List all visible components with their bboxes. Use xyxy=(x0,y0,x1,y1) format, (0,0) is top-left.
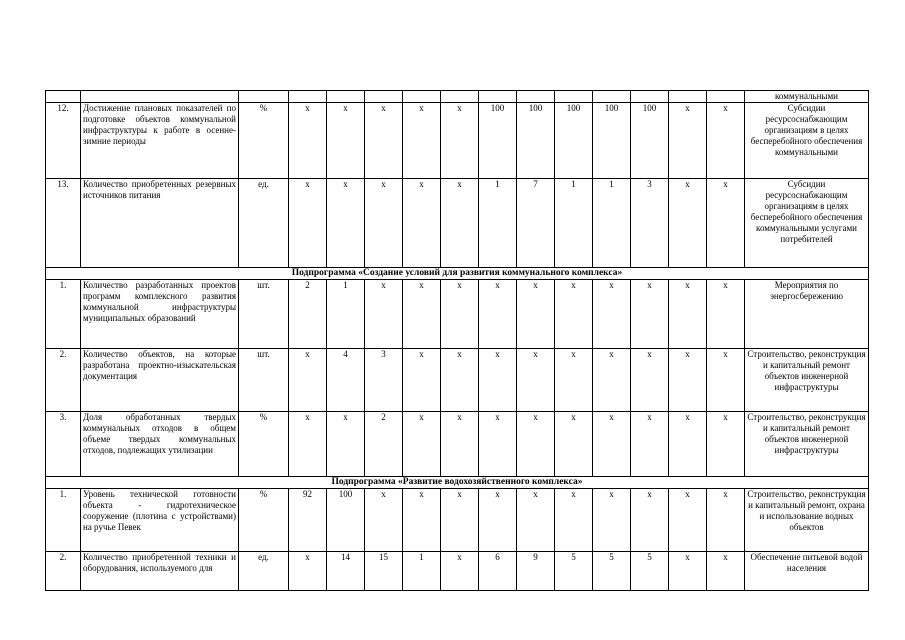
cell-value: x xyxy=(327,103,365,179)
cell-value: x xyxy=(669,179,707,268)
cell-note: Строительство, реконструкция и капитальный ремонт объектов инженерной инфраструктуры xyxy=(745,349,869,412)
cell-unit: % xyxy=(239,412,289,477)
cell-value: x xyxy=(289,103,327,179)
cell-value: x xyxy=(593,280,631,349)
cell-unit xyxy=(239,91,289,103)
cell-unit: % xyxy=(239,103,289,179)
cell-value: x xyxy=(517,489,555,552)
cell-note: Мероприятия по энергосбережению xyxy=(745,280,869,349)
cell-value: 2 xyxy=(365,412,403,477)
cell-value: x xyxy=(593,412,631,477)
cell-value: 100 xyxy=(327,489,365,552)
cell-unit: шт. xyxy=(239,349,289,412)
cell-value: x xyxy=(631,349,669,412)
cell-value: x xyxy=(669,103,707,179)
cell-value: x xyxy=(479,412,517,477)
table-row xyxy=(46,412,869,477)
cell-value: x xyxy=(517,349,555,412)
table-row xyxy=(46,349,869,412)
table-row-continuation xyxy=(46,91,869,103)
cell-value: x xyxy=(403,489,441,552)
cell-name: Доля обработанных твердых коммунальных отходов в общем объеме твердых коммунальных отходов, подлежащих утилизации xyxy=(81,412,239,477)
cell-num: 1. xyxy=(46,489,81,552)
cell-value: x xyxy=(631,412,669,477)
cell-num: 1. xyxy=(46,280,81,349)
cell-value: x xyxy=(441,412,479,477)
cell-value: x xyxy=(289,349,327,412)
cell-value: x xyxy=(669,552,707,591)
cell-name: Количество приобретенных резервных источников питания xyxy=(81,179,239,268)
cell-value: x xyxy=(441,103,479,179)
cell-value: x xyxy=(441,280,479,349)
cell-value: 1 xyxy=(555,179,593,268)
cell-name xyxy=(81,91,239,103)
cell-note: Субсидии ресурсоснабжающим организациям в целях бесперебойного обеспечения коммунальными услугами потребителей xyxy=(745,179,869,268)
cell-num: 13. xyxy=(46,179,81,268)
cell-value: x xyxy=(365,280,403,349)
cell-value: 1 xyxy=(403,552,441,591)
cell-value: x xyxy=(441,349,479,412)
cell-value: x xyxy=(555,280,593,349)
cell-value: x xyxy=(479,349,517,412)
cell-unit: ед. xyxy=(239,179,289,268)
cell-value: x xyxy=(707,179,745,268)
cell-value: x xyxy=(289,412,327,477)
indicators-table xyxy=(45,90,869,591)
cell-value: x xyxy=(707,412,745,477)
cell-value: x xyxy=(555,412,593,477)
cell-num: 12. xyxy=(46,103,81,179)
cell-num xyxy=(46,91,81,103)
cell-value: x xyxy=(289,552,327,591)
cell-value: x xyxy=(479,489,517,552)
cell-name: Уровень технической готовности объекта - гидротехническое сооружение (плотина с устройствами) на ручье Певек xyxy=(81,489,239,552)
cell-value: x xyxy=(707,552,745,591)
cell-value: 4 xyxy=(327,349,365,412)
cell-value: x xyxy=(707,280,745,349)
cell-note: коммунальными xyxy=(745,91,869,103)
cell-value: 100 xyxy=(631,103,669,179)
table-row xyxy=(46,179,869,268)
section-title: Подпрограмма «Создание условий для развития коммунального комплекса» xyxy=(46,268,869,280)
cell-value: x xyxy=(441,552,479,591)
cell-value: x xyxy=(707,103,745,179)
section-row xyxy=(46,477,869,489)
cell-value: x xyxy=(555,349,593,412)
cell-value: 100 xyxy=(555,103,593,179)
cell-value: x xyxy=(593,349,631,412)
cell-value: 6 xyxy=(479,552,517,591)
cell-value: 3 xyxy=(365,349,403,412)
cell-value: x xyxy=(441,489,479,552)
table-row xyxy=(46,489,869,552)
cell-value: 7 xyxy=(517,179,555,268)
cell-note: Строительство, реконструкция и капитальный ремонт объектов инженерной инфраструктуры xyxy=(745,412,869,477)
cell-value: 100 xyxy=(479,103,517,179)
table-row xyxy=(46,103,869,179)
cell-value: 9 xyxy=(517,552,555,591)
cell-value: x xyxy=(707,349,745,412)
cell-name: Количество объектов, на которые разработана проектно-изыскательская документация xyxy=(81,349,239,412)
cell-value: x xyxy=(327,179,365,268)
cell-value: 14 xyxy=(327,552,365,591)
cell-value: 5 xyxy=(593,552,631,591)
cell-value: 1 xyxy=(479,179,517,268)
cell-value: x xyxy=(403,179,441,268)
cell-unit: шт. xyxy=(239,280,289,349)
cell-value: x xyxy=(365,489,403,552)
cell-value: x xyxy=(517,280,555,349)
cell-value: x xyxy=(517,412,555,477)
cell-value: 1 xyxy=(327,280,365,349)
cell-note: Субсидии ресурсоснабжающим организациям в целях бесперебойного обеспечения коммунальными xyxy=(745,103,869,179)
cell-value: 92 xyxy=(289,489,327,552)
cell-value: x xyxy=(403,280,441,349)
cell-value: 5 xyxy=(555,552,593,591)
cell-value: x xyxy=(669,349,707,412)
cell-value: x xyxy=(555,489,593,552)
table-row xyxy=(46,280,869,349)
cell-value: x xyxy=(403,349,441,412)
cell-value: x xyxy=(327,412,365,477)
section-title: Подпрограмма «Развитие водохозяйственного комплекса» xyxy=(46,477,869,489)
cell-value: 100 xyxy=(517,103,555,179)
cell-note: Строительство, реконструкция и капитальный ремонт, охрана и использование водных объектов xyxy=(745,489,869,552)
cell-value: x xyxy=(365,103,403,179)
cell-value: x xyxy=(365,179,403,268)
table-body xyxy=(46,91,869,591)
cell-value: x xyxy=(403,103,441,179)
table-row xyxy=(46,552,869,591)
cell-value: x xyxy=(289,179,327,268)
cell-num: 3. xyxy=(46,412,81,477)
cell-note: Обеспечение питьевой водой населения xyxy=(745,552,869,591)
cell-value: x xyxy=(631,280,669,349)
cell-value: x xyxy=(669,412,707,477)
cell-num: 2. xyxy=(46,552,81,591)
cell-value: x xyxy=(707,489,745,552)
section-row xyxy=(46,268,869,280)
cell-value: 3 xyxy=(631,179,669,268)
cell-value: 5 xyxy=(631,552,669,591)
cell-value: 1 xyxy=(593,179,631,268)
cell-value: x xyxy=(403,412,441,477)
cell-num: 2. xyxy=(46,349,81,412)
cell-name: Достижение плановых показателей по подготовке объектов коммунальной инфраструктуры к работе в осенне-зимние периоды xyxy=(81,103,239,179)
cell-name: Количество разработанных проектов программ комплексного развития коммунальной инфраструктуры муниципальных образований xyxy=(81,280,239,349)
cell-name: Количество приобретенной техники и оборудования, используемого для xyxy=(81,552,239,591)
cell-value: 2 xyxy=(289,280,327,349)
cell-value: x xyxy=(479,280,517,349)
cell-value: 100 xyxy=(593,103,631,179)
cell-unit: % xyxy=(239,489,289,552)
cell-value: x xyxy=(669,489,707,552)
cell-value: x xyxy=(593,489,631,552)
cell-value: x xyxy=(441,179,479,268)
cell-unit: ед. xyxy=(239,552,289,591)
cell-value: x xyxy=(631,489,669,552)
cell-value: x xyxy=(669,280,707,349)
cell-value: 15 xyxy=(365,552,403,591)
